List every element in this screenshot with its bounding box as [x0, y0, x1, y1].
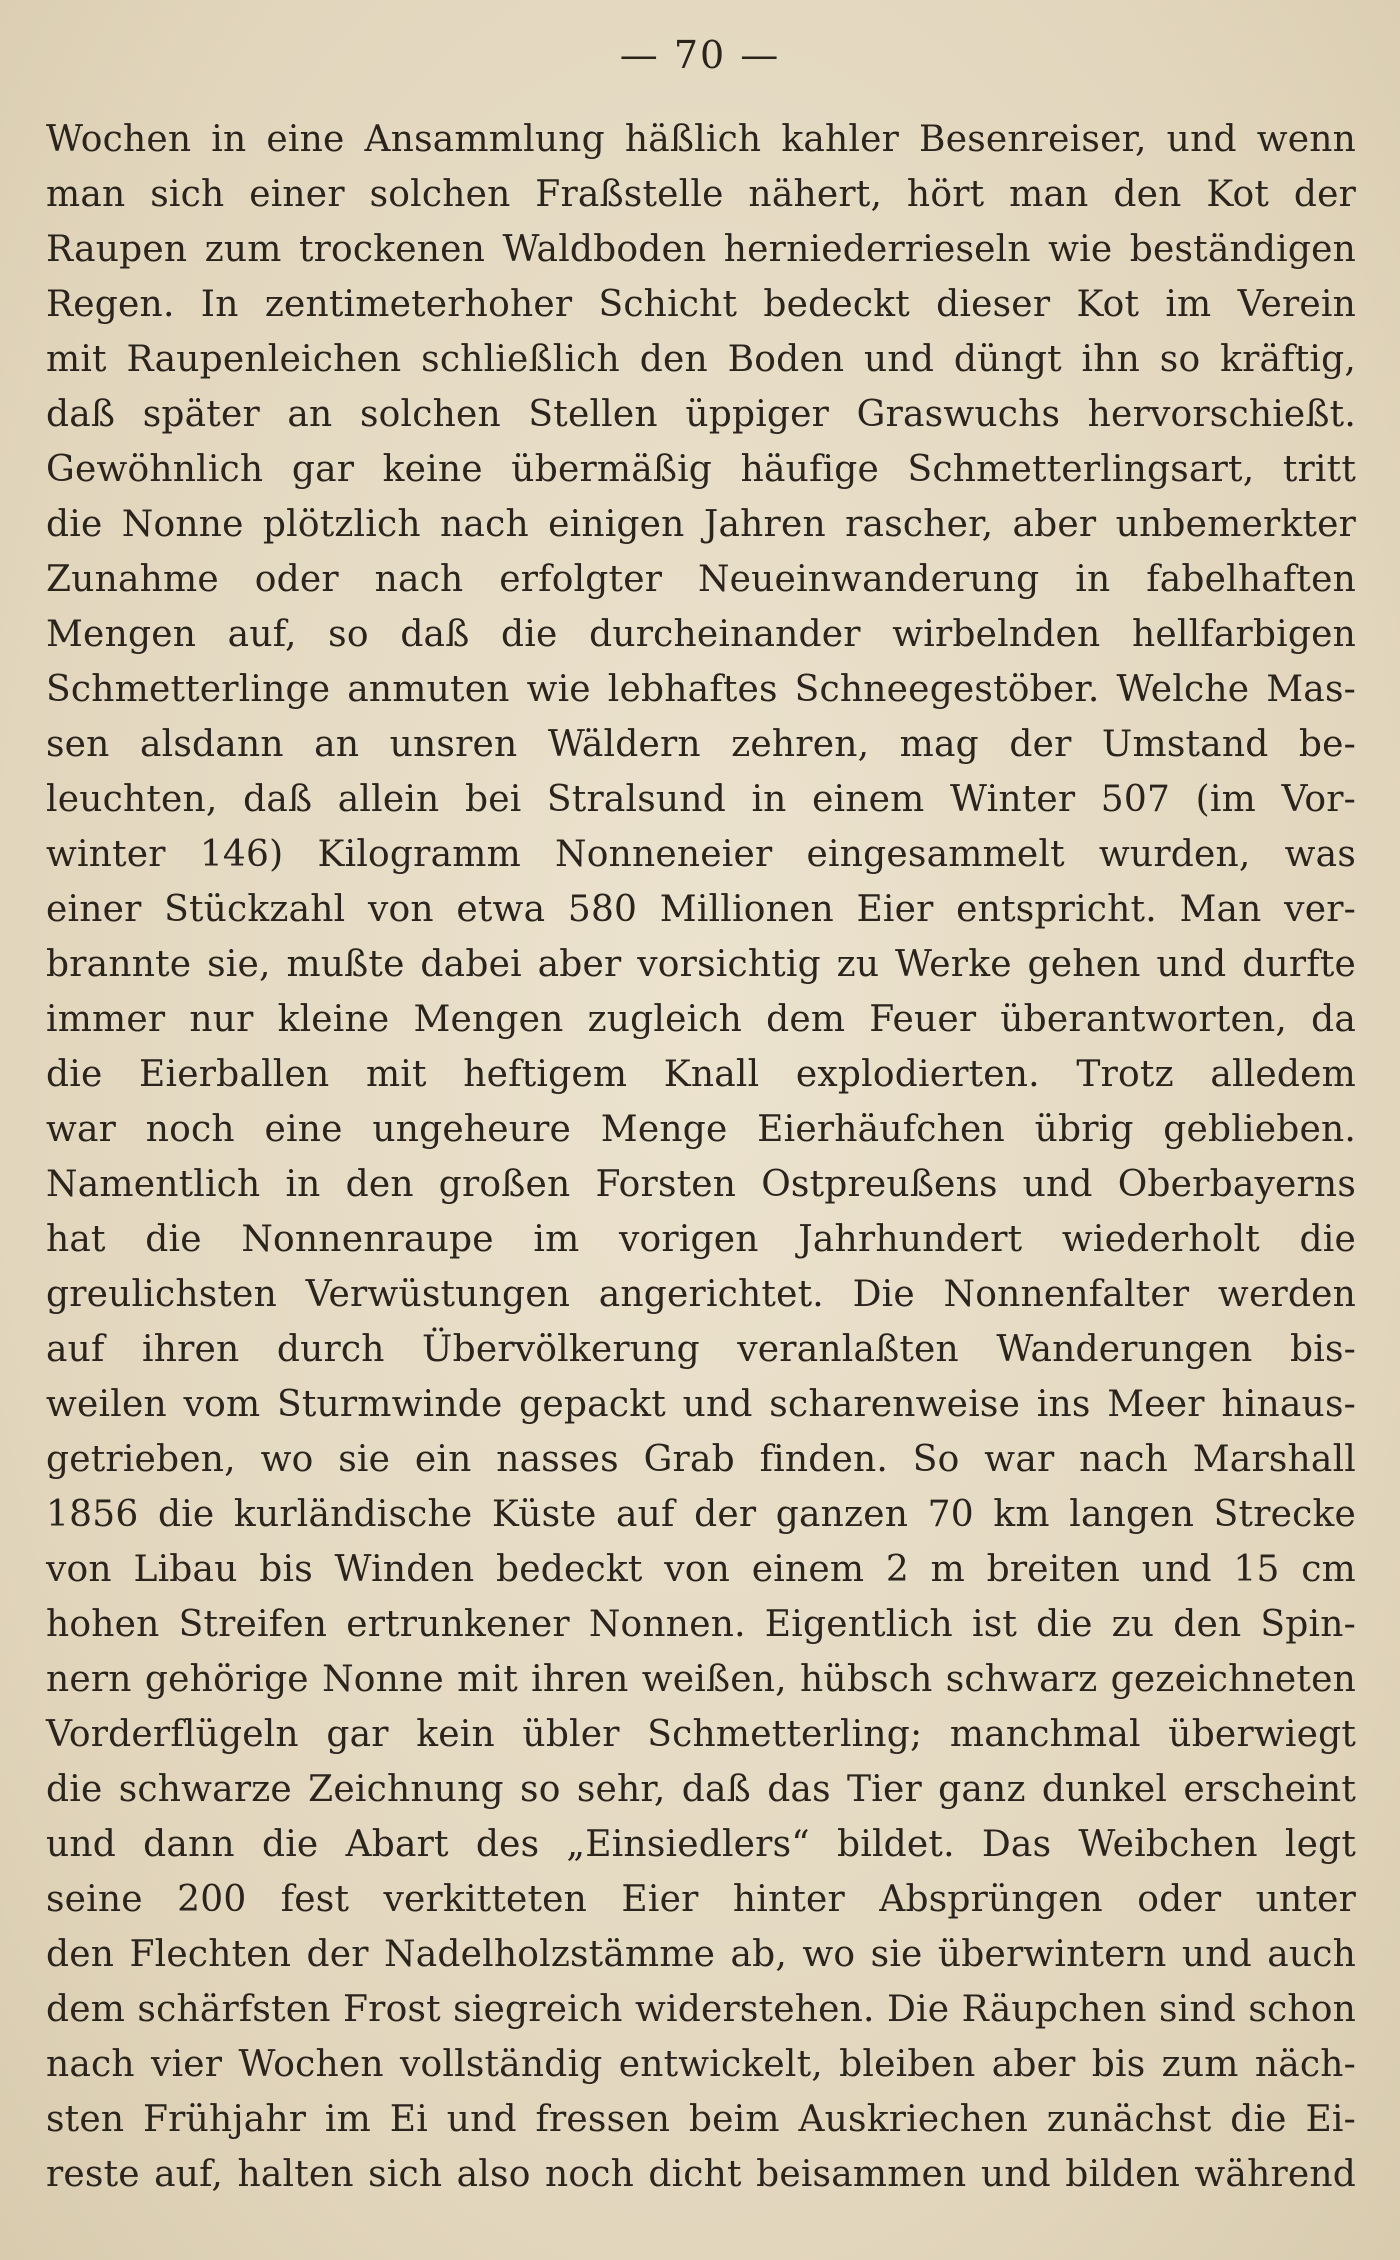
text-line: Zunahme oder nach erfolgter Neueinwanderung in fabelhaften — [46, 559, 1356, 600]
text-line: 1856 die kurländische Küste auf der ganzen 70 km langen Strecke — [46, 1494, 1356, 1535]
text-line: hohen Streifen ertrunkener Nonnen. Eigentlich ist die zu den Spin- — [46, 1604, 1356, 1645]
text-line: einer Stückzahl von etwa 580 Millionen Eier entspricht. Man ver- — [46, 889, 1356, 930]
text-line: auf ihren durch Übervölkerung veranlaßten Wanderungen bis- — [46, 1329, 1356, 1370]
text-line: winter 146) Kilogramm Nonneneier eingesammelt wurden, was — [46, 834, 1356, 875]
text-line: Vorderflügeln gar kein übler Schmetterling; manchmal überwiegt — [46, 1714, 1356, 1755]
text-line: sten Frühjahr im Ei und fressen beim Auskriechen zunächst die Ei- — [46, 2099, 1356, 2140]
text-line: man sich einer solchen Fraßstelle nähert, hört man den Kot der — [46, 174, 1356, 215]
text-line: Raupen zum trockenen Waldboden herniederrieseln wie beständigen — [46, 229, 1356, 270]
text-line: mit Raupenleichen schließlich den Boden und düngt ihn so kräftig, — [46, 339, 1356, 380]
text-line: Gewöhnlich gar keine übermäßig häufige Schmetterlingsart, tritt — [46, 449, 1356, 490]
text-line: brannte sie, mußte dabei aber vorsichtig zu Werke gehen und durfte — [46, 944, 1356, 985]
text-line: greulichsten Verwüstungen angerichtet. Die Nonnenfalter werden — [46, 1274, 1356, 1315]
body-text — [46, 112, 1356, 2202]
text-line: daß später an solchen Stellen üppiger Graswuchs hervorschießt. — [46, 394, 1356, 435]
text-line: die Nonne plötzlich nach einigen Jahren rascher, aber unbemerkter — [46, 504, 1356, 545]
page-number: — 70 — — [619, 33, 781, 77]
text-line: immer nur kleine Mengen zugleich dem Feuer überantworten, da — [46, 999, 1356, 1040]
text-line: reste auf, halten sich also noch dicht beisammen und bilden während — [46, 2154, 1356, 2195]
text-line: weilen vom Sturmwinde gepackt und scharenweise ins Meer hinaus- — [46, 1384, 1356, 1425]
text-line: Schmetterlinge anmuten wie lebhaftes Schneegestöber. Welche Mas- — [46, 669, 1356, 710]
text-line: getrieben, wo sie ein nasses Grab finden. So war nach Marshall — [46, 1439, 1356, 1480]
text-line: Namentlich in den großen Forsten Ostpreußens und Oberbayerns — [46, 1164, 1356, 1205]
text-line: hat die Nonnenraupe im vorigen Jahrhundert wiederholt die — [46, 1219, 1356, 1260]
text-line: leuchten, daß allein bei Stralsund in einem Winter 507 (im Vor- — [46, 779, 1356, 820]
text-line: die schwarze Zeichnung so sehr, daß das Tier ganz dunkel erscheint — [46, 1769, 1356, 1810]
text-line: nern gehörige Nonne mit ihren weißen, hübsch schwarz gezeichneten — [46, 1659, 1356, 1700]
text-line: Wochen in eine Ansammlung häßlich kahler Besenreiser, und wenn — [46, 119, 1356, 160]
text-line: seine 200 fest verkitteten Eier hinter Absprüngen oder unter — [46, 1879, 1356, 1920]
text-line: den Flechten der Nadelholzstämme ab, wo sie überwintern und auch — [46, 1934, 1356, 1975]
text-line: Regen. In zentimeterhoher Schicht bedeckt dieser Kot im Verein — [46, 284, 1356, 325]
text-line: Mengen auf, so daß die durcheinander wirbelnden hellfarbigen — [46, 614, 1356, 655]
text-line: war noch eine ungeheure Menge Eierhäufchen übrig geblieben. — [46, 1109, 1356, 1150]
text-line: nach vier Wochen vollständig entwickelt, bleiben aber bis zum näch- — [46, 2044, 1356, 2085]
text-line: die Eierballen mit heftigem Knall explodierten. Trotz alledem — [46, 1054, 1356, 1095]
text-line: von Libau bis Winden bedeckt von einem 2 m breiten und 15 cm — [46, 1549, 1356, 1590]
text-line: dem schärfsten Frost siegreich widerstehen. Die Räupchen sind schon — [46, 1989, 1356, 2030]
text-line: und dann die Abart des „Einsiedlers“ bildet. Das Weibchen legt — [46, 1824, 1356, 1865]
text-line: sen alsdann an unsren Wäldern zehren, mag der Umstand be- — [46, 724, 1356, 765]
